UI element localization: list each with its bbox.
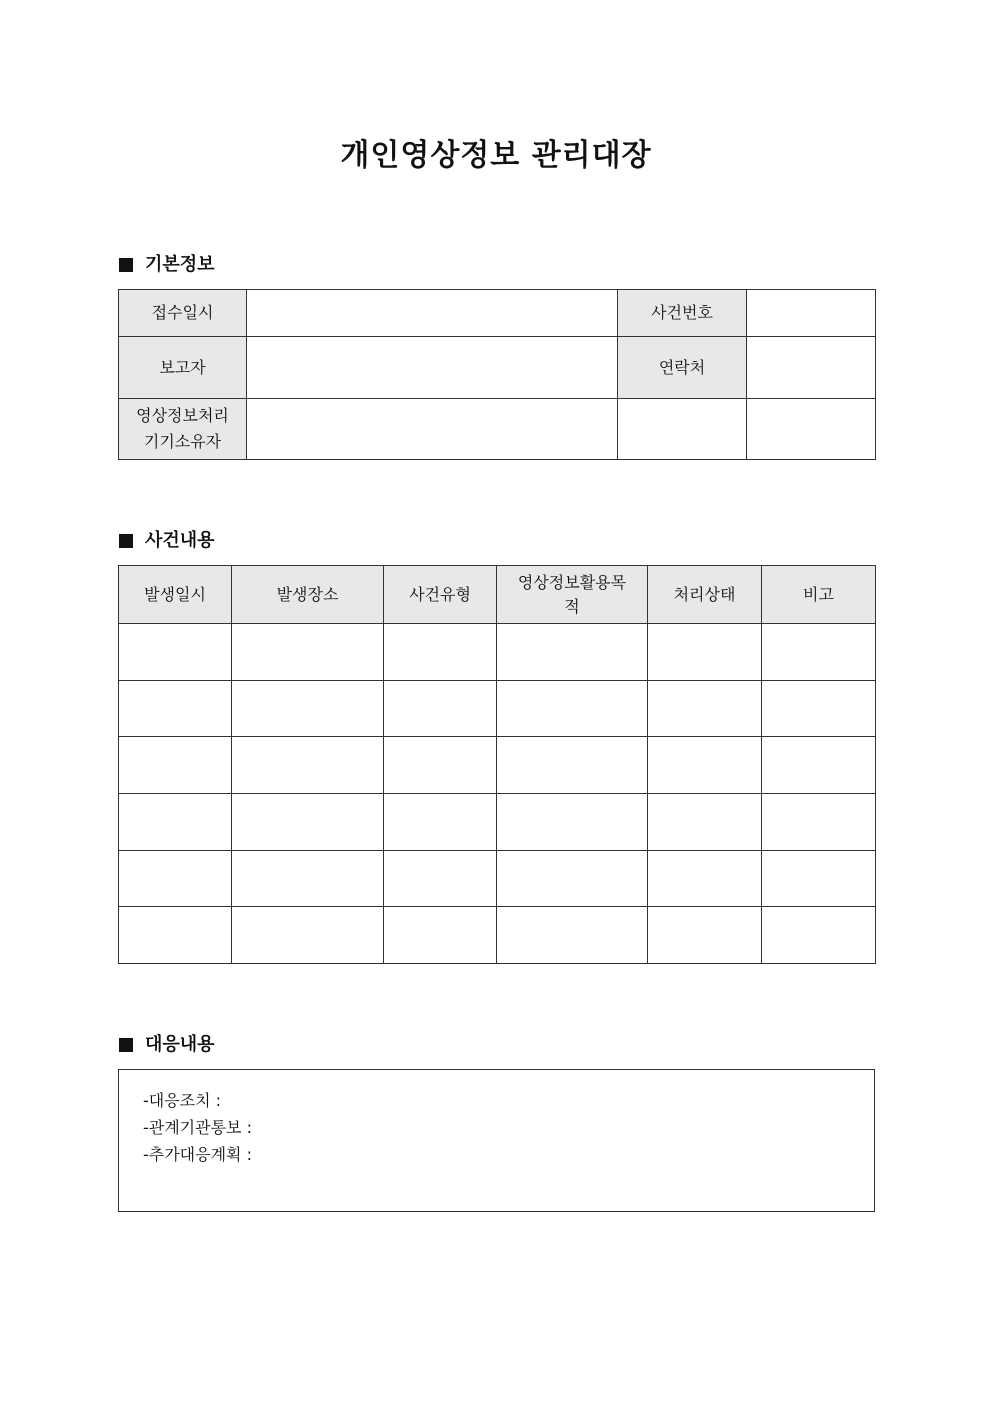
table-row <box>119 681 876 737</box>
table-cell[interactable] <box>497 794 648 851</box>
column-header-incident-type: 사건유형 <box>384 566 497 624</box>
device-owner-field[interactable] <box>247 399 618 460</box>
table-cell[interactable] <box>762 794 876 851</box>
column-header-status: 처리상태 <box>648 566 762 624</box>
table-row <box>119 290 876 337</box>
table-cell[interactable] <box>497 907 648 964</box>
square-bullet-icon <box>119 258 133 272</box>
column-header-location: 발생장소 <box>232 566 384 624</box>
table-cell[interactable] <box>384 907 497 964</box>
table-cell[interactable] <box>119 624 232 681</box>
table-cell[interactable] <box>762 624 876 681</box>
table-cell[interactable] <box>384 851 497 907</box>
response-action-line: -대응조치 : <box>143 1091 222 1110</box>
empty-cell[interactable] <box>747 399 876 460</box>
table-row <box>119 399 876 460</box>
table-cell[interactable] <box>232 624 384 681</box>
table-cell[interactable] <box>232 794 384 851</box>
table-cell[interactable] <box>384 794 497 851</box>
table-row <box>119 737 876 794</box>
section-heading-basic-info <box>119 253 215 277</box>
table-cell[interactable] <box>762 681 876 737</box>
incident-table <box>118 565 876 964</box>
column-header-usage-purpose: 영상정보활용목적 <box>497 566 648 624</box>
section-heading-label: 사건내용 <box>145 530 215 551</box>
contact-label: 연락처 <box>618 337 747 399</box>
table-cell[interactable] <box>232 737 384 794</box>
received-datetime-field[interactable] <box>247 290 618 337</box>
device-owner-label-line1: 영상정보처리 <box>136 406 229 425</box>
table-cell[interactable] <box>119 907 232 964</box>
table-cell[interactable] <box>648 907 762 964</box>
basic-info-table <box>118 289 876 460</box>
table-cell[interactable] <box>497 851 648 907</box>
column-header-remarks: 비고 <box>762 566 876 624</box>
section-heading-label: 대응내용 <box>145 1034 215 1055</box>
table-cell[interactable] <box>119 794 232 851</box>
additional-plan-line: -추가대응계획 : <box>143 1145 252 1164</box>
table-cell[interactable] <box>762 737 876 794</box>
contact-field[interactable] <box>747 337 876 399</box>
case-number-label: 사건번호 <box>618 290 747 337</box>
table-cell[interactable] <box>232 681 384 737</box>
table-cell[interactable] <box>648 794 762 851</box>
table-row <box>119 794 876 851</box>
section-heading-response <box>119 1033 215 1057</box>
table-row <box>119 337 876 399</box>
reporter-field[interactable] <box>247 337 618 399</box>
table-cell[interactable] <box>497 681 648 737</box>
column-header-occurred-datetime: 발생일시 <box>119 566 232 624</box>
table-cell[interactable] <box>497 737 648 794</box>
table-cell[interactable] <box>648 851 762 907</box>
case-number-field[interactable] <box>747 290 876 337</box>
page-title: 개인영상정보 관리대장 <box>340 138 652 173</box>
table-cell[interactable] <box>384 681 497 737</box>
received-datetime-label: 접수일시 <box>119 290 247 337</box>
table-cell[interactable] <box>762 851 876 907</box>
table-cell[interactable] <box>648 737 762 794</box>
table-row <box>119 907 876 964</box>
square-bullet-icon <box>119 1038 133 1052</box>
section-heading-incident <box>119 529 215 553</box>
table-cell[interactable] <box>648 624 762 681</box>
table-cell[interactable] <box>648 681 762 737</box>
table-cell[interactable] <box>384 737 497 794</box>
device-owner-label-line2: 기기소유자 <box>143 432 222 451</box>
device-owner-label <box>119 399 247 460</box>
table-cell[interactable] <box>119 681 232 737</box>
square-bullet-icon <box>119 534 133 548</box>
table-cell[interactable] <box>119 737 232 794</box>
table-cell[interactable] <box>119 851 232 907</box>
table-row <box>119 851 876 907</box>
table-cell[interactable] <box>232 851 384 907</box>
table-cell[interactable] <box>384 624 497 681</box>
section-heading-label: 기본정보 <box>145 254 215 275</box>
table-row <box>119 624 876 681</box>
table-cell[interactable] <box>232 907 384 964</box>
table-cell[interactable] <box>762 907 876 964</box>
empty-cell[interactable] <box>618 399 747 460</box>
agency-notification-line: -관계기관통보 : <box>143 1118 252 1137</box>
table-cell[interactable] <box>497 624 648 681</box>
response-box[interactable] <box>118 1069 875 1212</box>
incident-header-row <box>119 566 876 624</box>
reporter-label: 보고자 <box>119 337 247 399</box>
